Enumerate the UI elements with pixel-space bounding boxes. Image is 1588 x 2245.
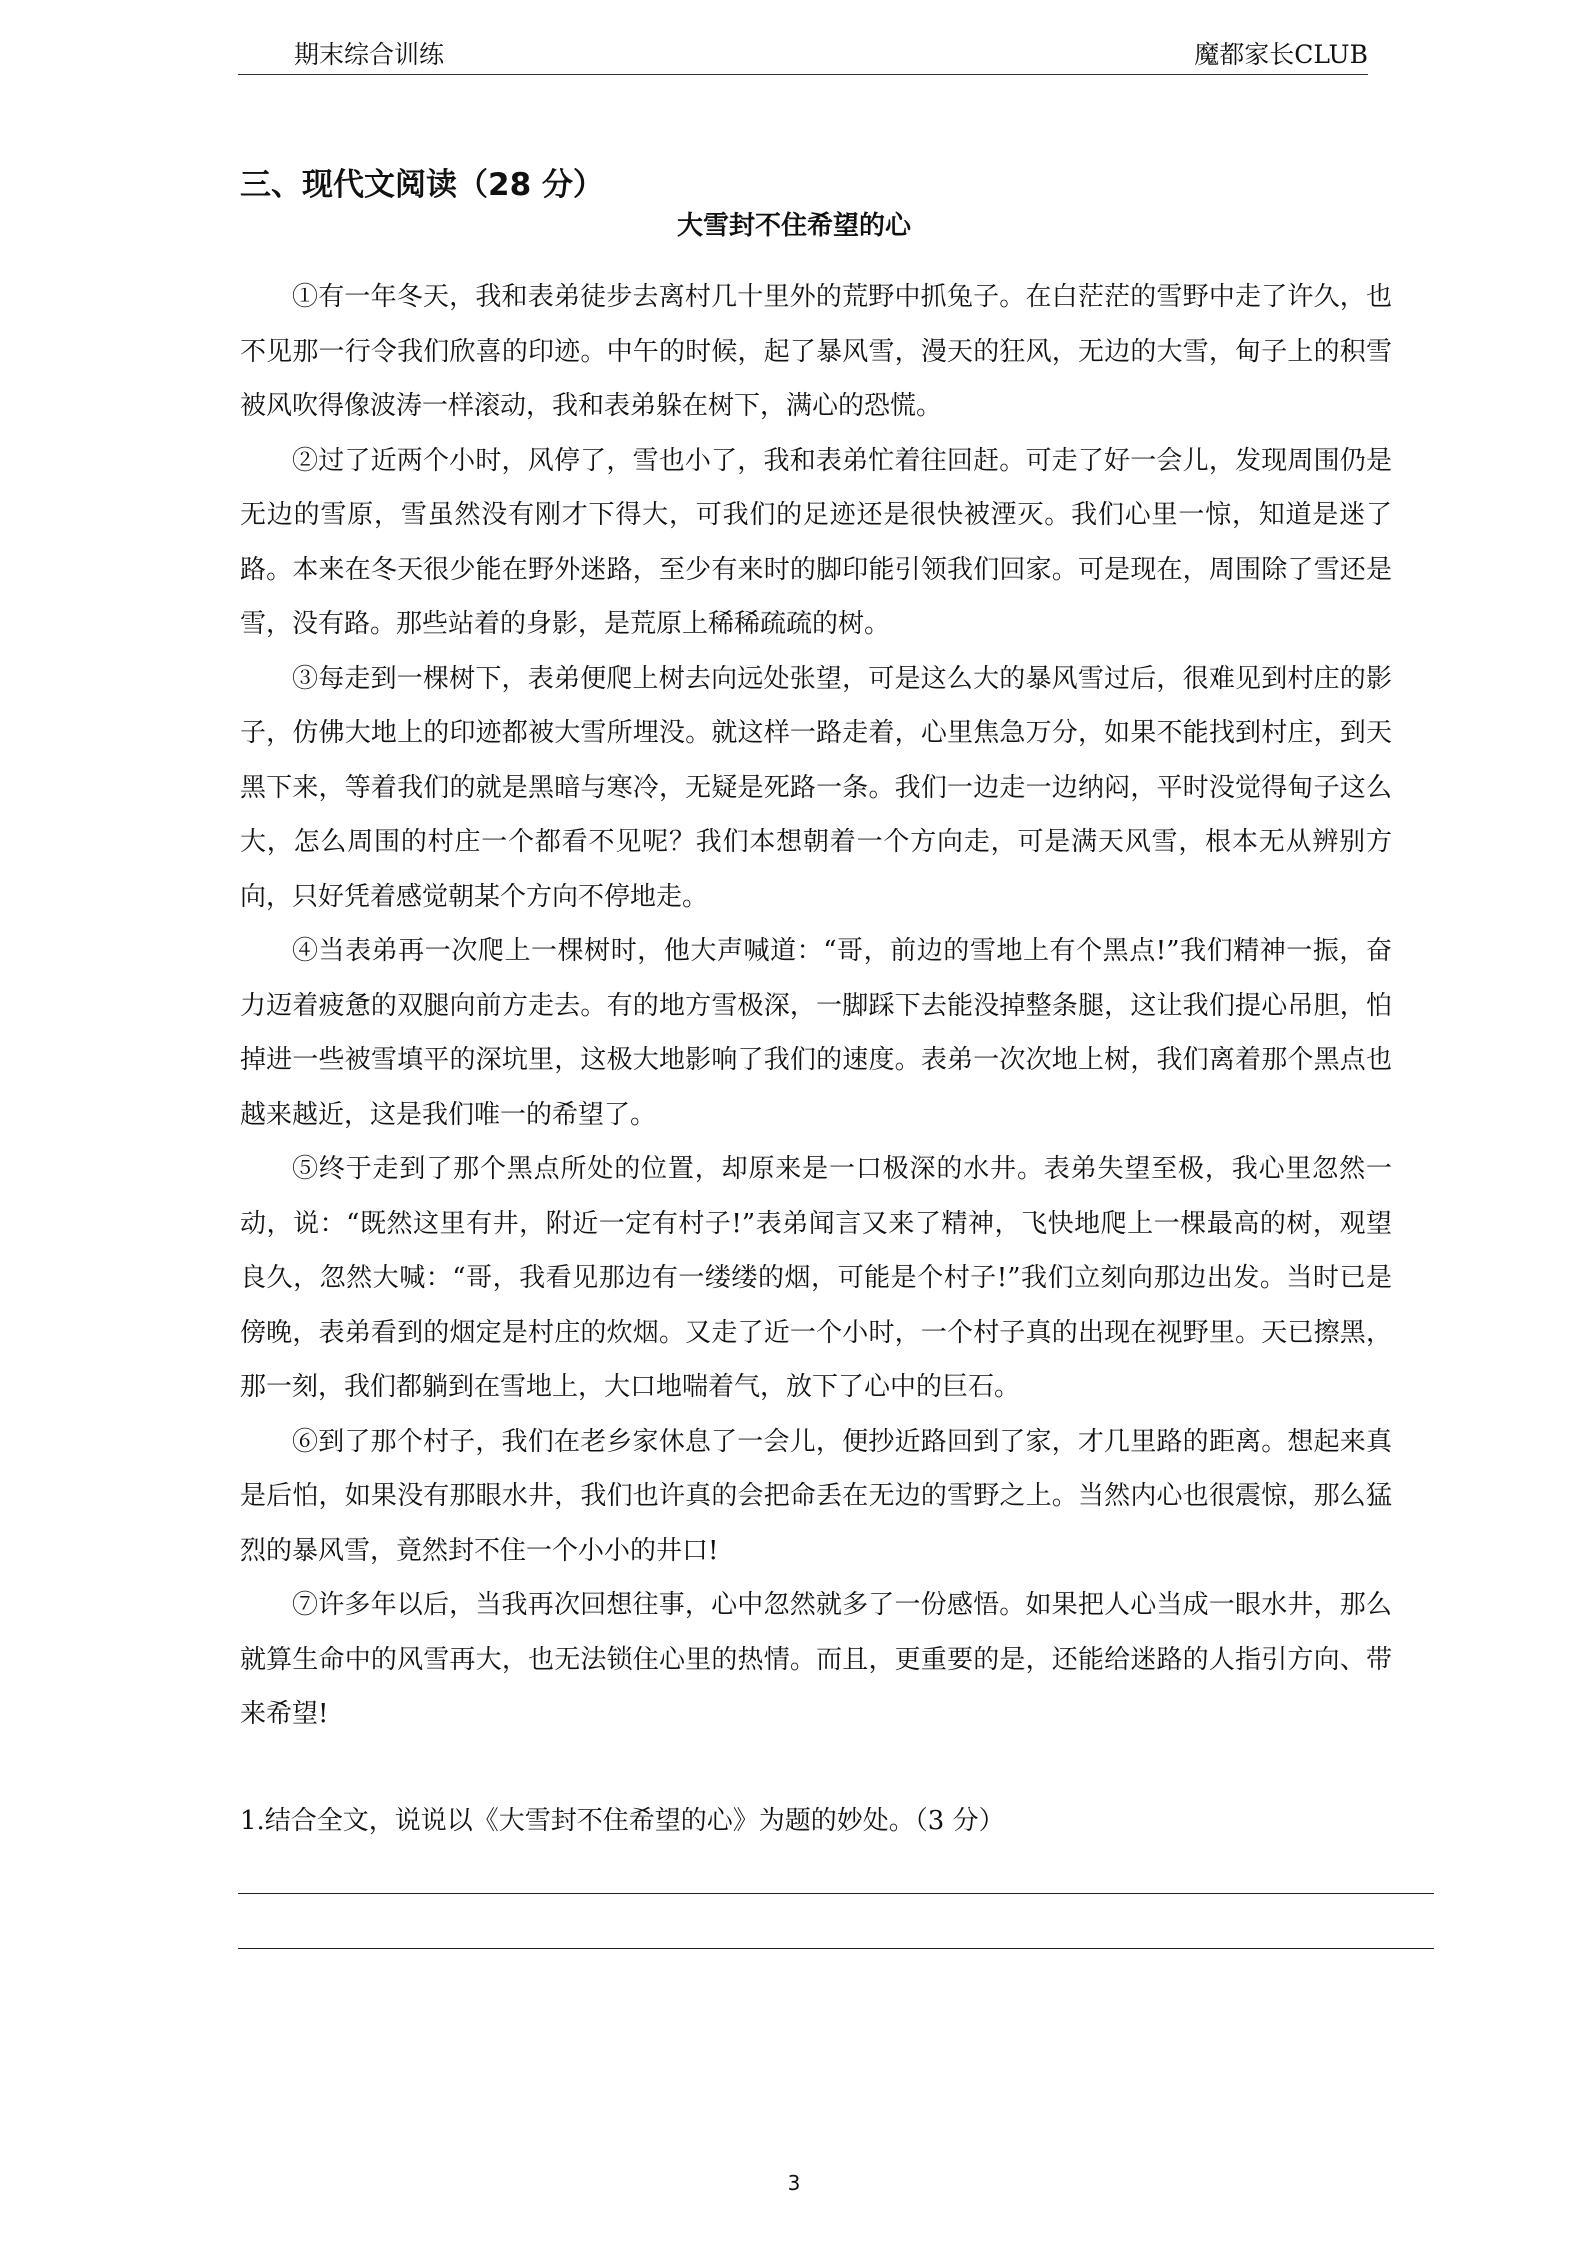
paragraph-2: ②过了近两个小时，风停了，雪也小了，我和表弟忙着往回赶。可走了好一会儿，发现周围仍是无边的雪原，雪虽然没有刚才下得大，可我们的足迹还是很快被湮灭。我们心里一惊，知道是迷了路。本来在冬天很少能在野外迷路，至少有来时的脚印能引领我们回家。可是现在，周围除了雪还是雪，没有路。那些站着的身影，是荒原上稀稀疏疏的树。 [240, 445, 1392, 639]
paragraph-4: ④当表弟再一次爬上一棵树时，他大声喊道：“哥，前边的雪地上有个黑点!”我们精神一振，奋力迈着疲惫的双腿向前方走去。有的地方雪极深，一脚踩下去能没掉整条腿，这让我们提心吊胆，怕掉进一些被雪填平的深坑里，这极大地影响了我们的速度。表弟一次次地上树，我们离着那个黑点也越来越近，这是我们唯一的希望了。 [240, 936, 1392, 1130]
paragraph-7: ⑦许多年以后，当我再次回想往事，心中忽然就多了一份感悟。如果把人心当成一眼水井，那么就算生命中的风雪再大，也无法锁住心里的热情。而且，更重要的是，还能给迷路的人指引方向、带来希望! [240, 1590, 1392, 1729]
page-header [238, 38, 1368, 75]
header-right-brand: 魔都家长CLUB [1194, 40, 1368, 69]
answer-line-2[interactable] [238, 1948, 1434, 1949]
article-body [240, 270, 1392, 1742]
paragraph-3: ③每走到一棵树下，表弟便爬上树去向远处张望，可是这么大的暴风雪过后，很难见到村庄的影子，仿佛大地上的印迹都被大雪所埋没。就这样一路走着，心里焦急万分，如果不能找到村庄，到天黑下来，等着我们的就是黑暗与寒冷，无疑是死路一条。我们一边走一边纳闷，平时没觉得甸子这么大，怎么周围的村庄一个都看不见呢？我们本想朝着一个方向走，可是满天风雪，根本无从辨别方向，只好凭着感觉朝某个方向不停地走。 [240, 663, 1392, 912]
section-title: 三、现代文阅读（28 分） [240, 167, 604, 203]
article-title: 大雪封不住希望的心 [676, 211, 911, 241]
answer-line-1[interactable] [238, 1893, 1434, 1894]
paragraph-6: ⑥到了那个村子，我们在老乡家休息了一会儿，便抄近路回到了家，才几里路的距离。想起来真是后怕，如果没有那眼水井，我们也许真的会把命丢在无边的雪野之上。当然内心也很震惊，那么猛烈的暴风雪，竟然封不住一个小小的井口! [240, 1426, 1392, 1566]
header-left-title: 期末综合训练 [294, 40, 445, 69]
question-1: 1.结合全文，说说以《大雪封不住希望的心》为题的妙处。（3 分） [240, 1806, 1005, 1836]
paragraph-5: ⑤终于走到了那个黑点所处的位置，却原来是一口极深的水井。表弟失望至极，我心里忽然一动，说：“既然这里有井，附近一定有村子!”表弟闻言又来了精神，飞快地爬上一棵最高的树，观望良久，忽然大喊：“哥，我看见那边有一缕缕的烟，可能是个村子!”我们立刻向那边出发。当时已是傍晚，表弟看到的烟定是村庄的炊烟。又走了近一个小时，一个村子真的出现在视野里。天已擦黑，那一刻，我们都躺到在雪地上，大口地喘着气，放下了心中的巨石。 [240, 1154, 1392, 1402]
paragraph-1: ①有一年冬天，我和表弟徒步去离村几十里外的荒野中抓兔子。在白茫茫的雪野中走了许久，也不见那一行令我们欣喜的印迹。中午的时候，起了暴风雪，漫天的狂风，无边的大雪，甸子上的积雪被风吹得像波涛一样滚动，我和表弟躲在树下，满心的恐慌。 [240, 282, 1392, 421]
page-number: 3 [787, 2171, 801, 2195]
